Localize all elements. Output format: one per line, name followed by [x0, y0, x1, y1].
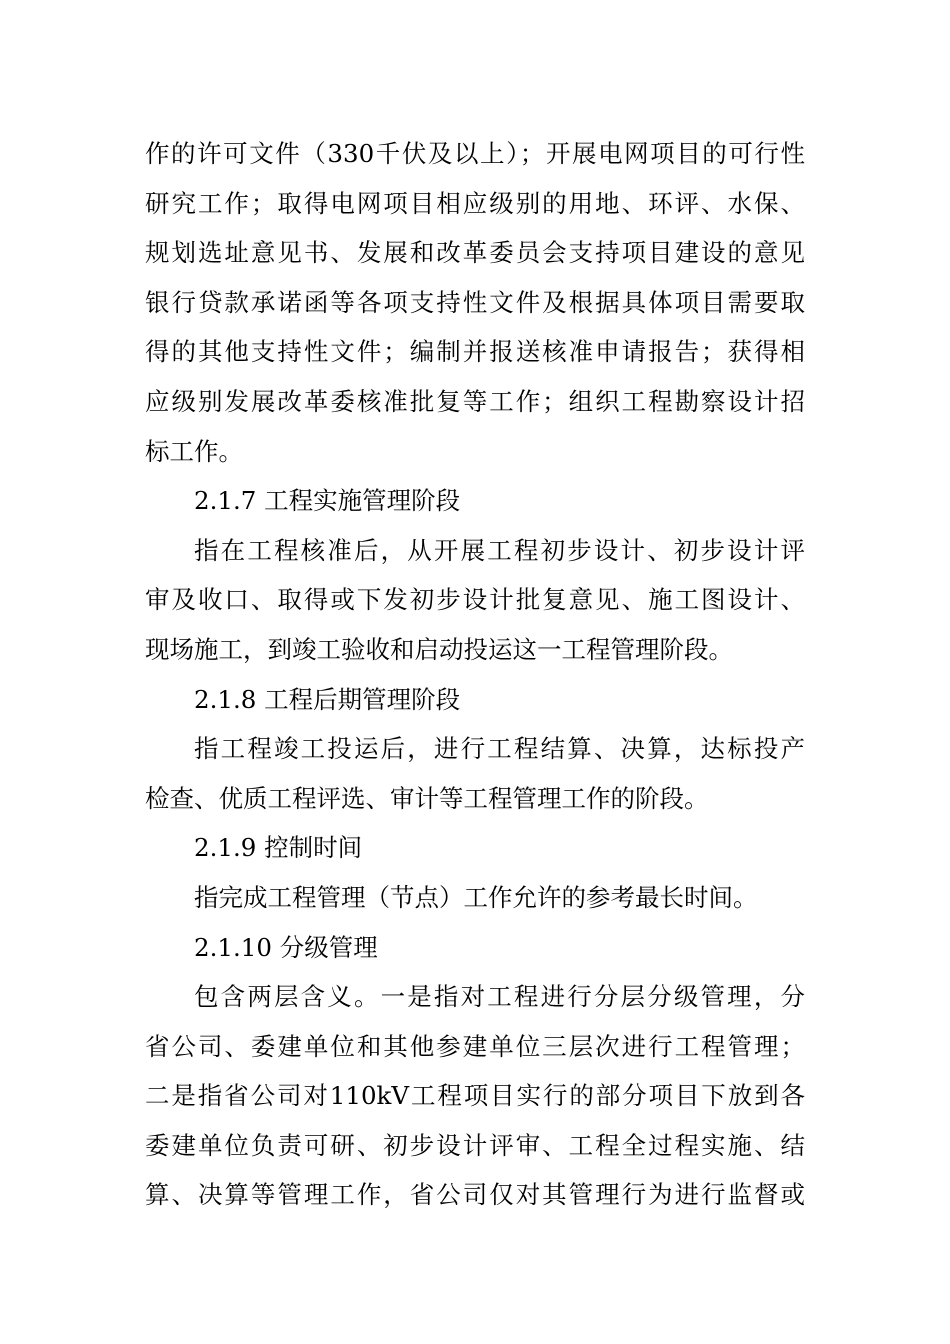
paragraph-line: 审及收口、取得或下发初步设计批复意见、施工图设计、 [145, 585, 805, 615]
paragraph-line: 省公司、委建单位和其他参建单位三层次进行工程管理； [145, 1031, 805, 1061]
section-heading: 2.1.8 工程后期管理阶段 [194, 684, 461, 714]
paragraph-line: 指工程竣工投运后，进行工程结算、决算，达标投产 [194, 734, 805, 764]
paragraph-line: 标工作。 [145, 436, 243, 466]
paragraph-line: 现场施工，到竣工验收和启动投运这一工程管理阶段。 [145, 634, 733, 664]
section-heading: 2.1.10 分级管理 [194, 932, 378, 962]
section-heading: 2.1.7 工程实施管理阶段 [194, 486, 461, 516]
paragraph-line: 指完成工程管理（节点）工作允许的参考最长时间。 [194, 882, 758, 912]
paragraph-line: 作的许可文件（330千伏及以上）；开展电网项目的可行性 [145, 139, 805, 168]
paragraph-line: 包含两层含义。一是指对工程进行分层分级管理，分 [194, 982, 805, 1012]
paragraph-line: 算、决算等管理工作，省公司仅对其管理行为进行监督或 [145, 1180, 805, 1210]
body-text [145, 129, 805, 1220]
paragraph-line: 得的其他支持性文件；编制并报送核准申请报告；获得相 [145, 337, 805, 367]
paragraph-line: 指在工程核准后，从开展工程初步设计、初步设计评 [194, 535, 805, 565]
paragraph-line: 检查、优质工程评选、审计等工程管理工作的阶段。 [145, 783, 709, 813]
paragraph-line: 规划选址意见书、发展和改革委员会支持项目建设的意见 [145, 238, 805, 268]
section-heading: 2.1.9 控制时间 [194, 833, 363, 863]
paragraph-line: 应级别发展改革委核准批复等工作；组织工程勘察设计招 [145, 386, 805, 416]
paragraph-line: 研究工作；取得电网项目相应级别的用地、环评、水保、 [145, 188, 805, 218]
paragraph-line: 委建单位负责可研、初步设计评审、工程全过程实施、结 [145, 1130, 805, 1160]
paragraph-line: 二是指省公司对110kV工程项目实行的部分项目下放到各 [145, 1081, 805, 1111]
paragraph-line: 银行贷款承诺函等各项支持性文件及根据具体项目需要取 [145, 287, 805, 317]
